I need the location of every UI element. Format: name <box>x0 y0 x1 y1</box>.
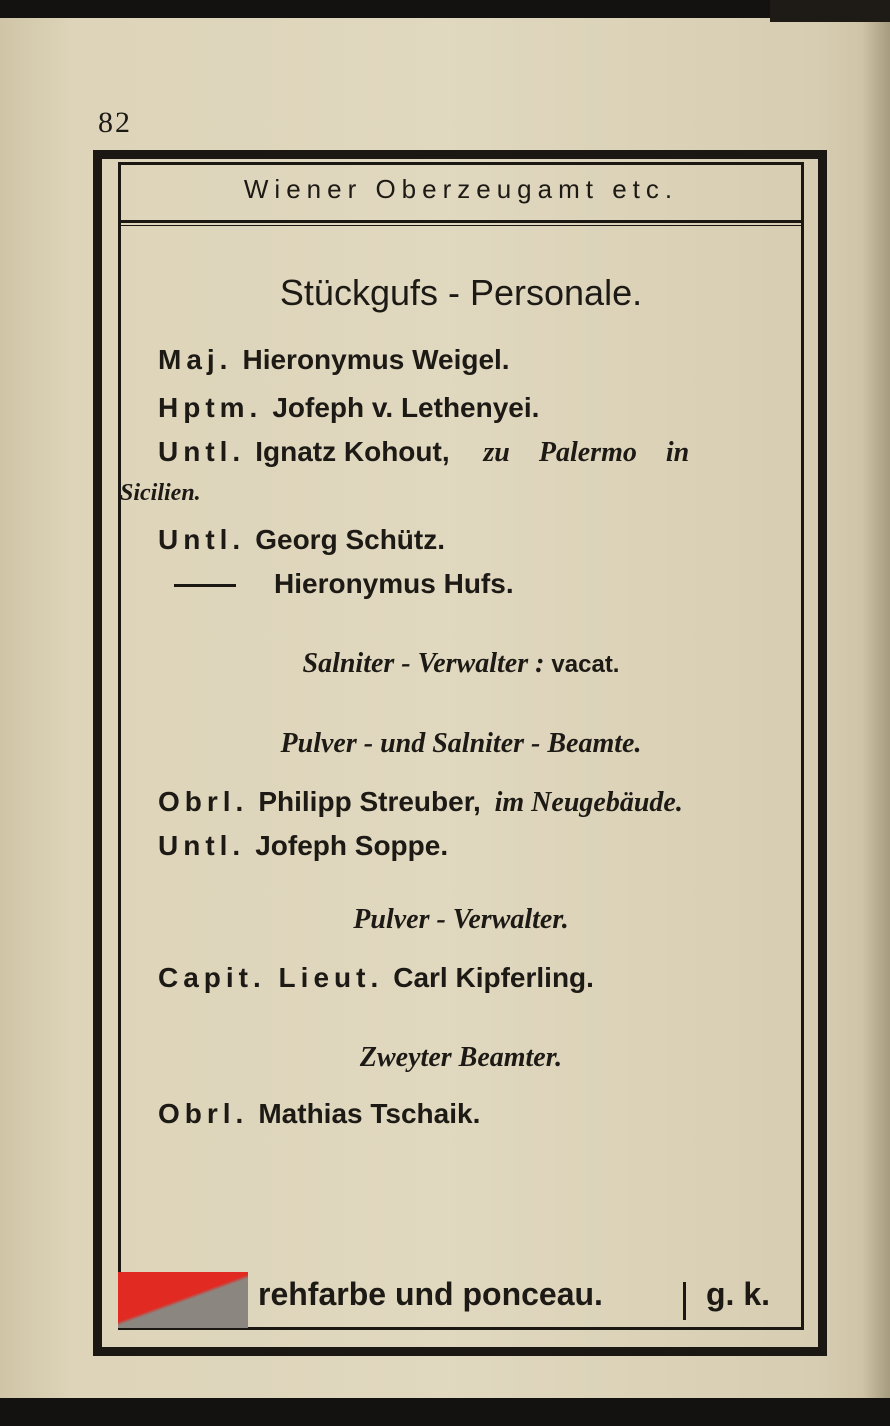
scan-border-top <box>0 0 890 18</box>
entry-row <box>158 344 510 376</box>
location-continuation: Sicilien. <box>120 480 201 506</box>
person-name: Jofeph Soppe. <box>255 830 449 861</box>
location-note: im Neugebäude. <box>494 787 683 818</box>
footer-separator <box>683 1282 686 1320</box>
salniter-heading: Salniter - Verwalter : vacat. <box>302 648 620 679</box>
person-name: Hieronymus Hufs. <box>274 568 514 599</box>
entry-row <box>158 786 683 819</box>
rank-label: Obrl. <box>158 1098 249 1129</box>
entry-row <box>174 568 514 600</box>
person-name: Carl Kipferling. <box>393 962 594 993</box>
rank-label: Hptm. <box>158 392 263 423</box>
section-title: Stückgufs - Personale. <box>279 272 643 313</box>
rank-label: Untl. <box>158 436 246 467</box>
entry-row <box>158 524 445 556</box>
person-name: Hieronymus Weigel. <box>242 344 510 375</box>
rank-label: Untl. <box>158 830 246 861</box>
rank-label: Obrl. <box>158 786 249 817</box>
pulver-verwalter-heading: Pulver - Verwalter. <box>353 904 569 935</box>
uniform-colors: rehfarbe und ponceau. <box>258 1276 603 1312</box>
scan-corner <box>770 0 890 22</box>
entry-row <box>158 392 539 424</box>
zweyter-heading: Zweyter Beamter. <box>359 1042 563 1073</box>
location-note: zu Palermo in <box>483 437 690 468</box>
salniter-value: vacat. <box>551 651 620 678</box>
pulver-salniter-heading: Pulver - und Salniter - Beamte. <box>280 728 642 759</box>
person-name: Ignatz Kohout, <box>255 436 450 467</box>
header-rule <box>121 220 801 226</box>
rank-label: Capit. Lieut. <box>158 962 384 993</box>
entry-row <box>158 436 689 469</box>
person-name: Mathias Tschaik. <box>258 1098 481 1129</box>
footer-label: g. k. <box>706 1276 771 1312</box>
entry-row <box>158 1098 480 1130</box>
color-swatch <box>118 1272 248 1328</box>
running-header: Wiener Oberzeugamt etc. <box>243 174 679 204</box>
entry-row <box>158 830 448 862</box>
rank-label: Untl. <box>158 524 246 555</box>
person-name: Georg Schütz. <box>255 524 446 555</box>
rank-label: Maj. <box>158 344 233 375</box>
page-number: 82 <box>98 106 132 139</box>
page-shadow <box>862 0 890 1426</box>
person-name: Jofeph v. Lethenyei. <box>272 392 540 423</box>
ditto-dash <box>174 584 236 587</box>
scan-border-bottom <box>0 1398 890 1426</box>
person-name: Philipp Streuber, <box>258 786 481 817</box>
entry-row <box>158 962 594 994</box>
